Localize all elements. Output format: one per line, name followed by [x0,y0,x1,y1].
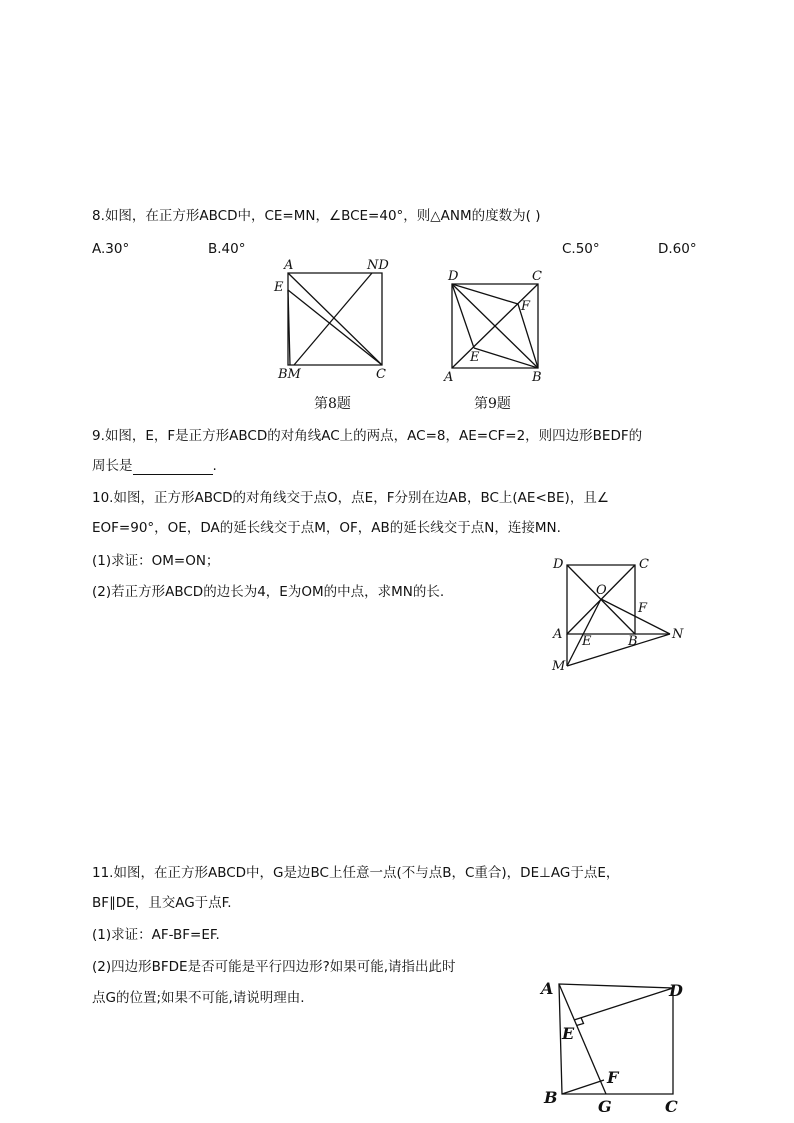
q9-line1: 9.如图，E，F是正方形ABCD的对角线AC上的两点，AC=8，AE=CF=2，则四边形BEDF的 [92,428,643,444]
fig8-caption: 第8题 [314,396,351,412]
figure-10 [548,556,698,676]
fig10-label-b: B [628,634,638,649]
fig8-label-nd: ND [367,258,389,273]
fig10-line-om [567,599,601,666]
fig10-label-m: M [552,659,566,674]
fig10-label-o: O [596,583,607,598]
q8-option-c: C.50° [562,241,600,257]
fig8-label-a: A [284,258,294,273]
figure-11 [538,976,713,1116]
fig9-label-a: A [444,370,454,385]
q9-line2 [92,457,217,475]
q8-option-b: B.40° [208,241,246,257]
fig11-label-a: A [541,979,554,998]
fig10-label-c: C [639,557,649,572]
fig10-label-a: A [553,627,563,642]
fig9-caption: 第9题 [474,396,511,412]
q11-line1: 11.如图，在正方形ABCD中，G是边BC上任意一点(不与点B，C重合)，DE⊥AG于点E， [92,865,620,881]
fig9-label-d: D [448,269,459,284]
q11-part2-line2: 点G的位置;如果不可能,请说明理由. [92,990,305,1006]
q10-line1: 10.如图，正方形ABCD的对角线交于点O，点E，F分别在边AB，BC上(AE<BE)，且∠ [92,490,609,506]
fig11-label-f: F [607,1068,619,1087]
fig10-label-e: E [582,634,592,649]
fig10-label-n: N [672,627,684,642]
fig8-line-nm [294,273,372,365]
fig8-label-e: E [274,280,284,295]
fig11-label-d: D [669,981,683,1000]
q10-part1: (1)求证：OM=ON； [92,553,220,569]
q9-line2-suffix: . [212,458,217,474]
fig8-line-an [288,273,382,365]
q11-part1: (1)求证：AF-BF=EF. [92,927,220,943]
fig11-label-g: G [598,1097,612,1116]
q8-option-d: D.60° [658,241,697,257]
q11-part2-line1: (2)四边形BFDE是否可能是平行四边形?如果可能,请指出此时 [92,959,456,975]
q8-stem: 8.如图，在正方形ABCD中，CE=MN，∠BCE=40°，则△ANM的度数为( ) [92,208,541,224]
figure-8 [272,258,392,388]
q10-line2: EOF=90°，OE，DA的延长线交于点M，OF，AB的延长线交于点N，连接MN. [92,520,561,536]
fig8-label-bm: BM [278,367,301,382]
fig8-label-c: C [376,367,386,382]
fig11-line-bf [562,1080,604,1094]
fig9-label-b: B [532,370,542,385]
fig8-line-ec [288,290,382,365]
q11-line2: BF∥DE，且交AG于点F. [92,895,232,911]
fig11-line-de [574,988,673,1020]
fig9-line-de [452,284,474,348]
q9-line2-prefix: 周长是 [92,458,133,474]
q9-answer-blank [133,460,213,475]
fig9-label-f: F [521,299,531,314]
q10-part2: (2)若正方形ABCD的边长为4，E为OM的中点，求MN的长. [92,584,445,600]
fig9-label-c: C [532,269,542,284]
q8-option-a: A.30° [92,241,130,257]
fig11-label-b: B [544,1088,558,1107]
fig11-label-e: E [562,1024,575,1043]
fig9-label-e: E [470,350,480,365]
fig11-label-c: C [665,1097,678,1116]
figure-9 [440,266,560,396]
fig10-label-f: F [638,601,648,616]
fig10-label-d: D [553,557,564,572]
